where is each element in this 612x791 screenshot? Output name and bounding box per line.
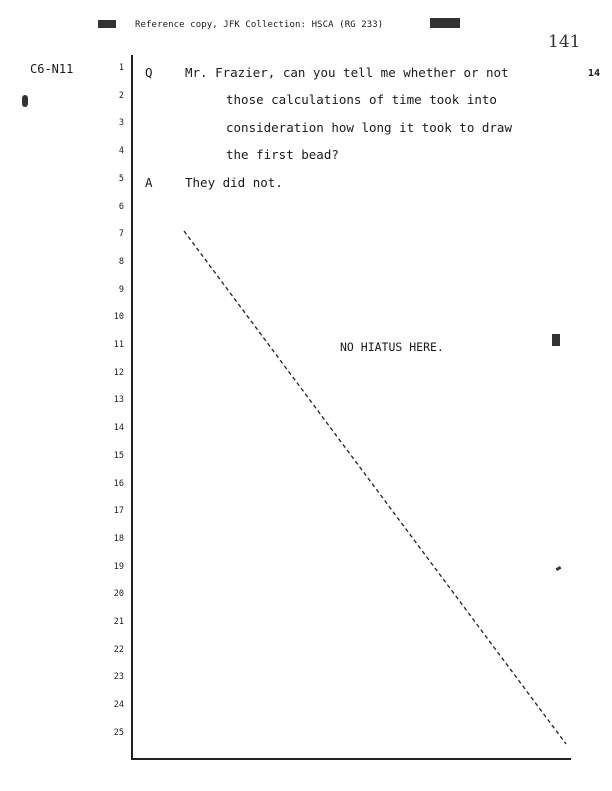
line-number: 21 — [113, 617, 124, 627]
reference-header: Reference copy, JFK Collection: HSCA (RG 233) — [135, 20, 384, 30]
line-number: 13 — [113, 395, 124, 406]
line-number: 4 — [118, 146, 124, 157]
no-hiatus-annotation: NO HIATUS HERE. — [340, 340, 444, 354]
transcript-line-5: They did not. — [185, 175, 283, 190]
transcript-line-2: those calculations of time took into — [226, 92, 497, 107]
line-number: 5 — [118, 173, 124, 184]
line-number: 12 — [113, 367, 124, 378]
line-number: 24 — [113, 700, 124, 711]
line-number: 18 — [113, 533, 124, 544]
margin-note: C6-N11 — [30, 62, 74, 76]
transcript-line-1: Mr. Frazier, can you tell me whether or not — [185, 65, 509, 80]
line-number: 22 — [113, 644, 124, 655]
line-number: 17 — [113, 506, 124, 517]
transcript-line-4: the first bead? — [226, 147, 339, 162]
line-number: 3 — [118, 118, 124, 129]
line-number: 25 — [113, 727, 124, 738]
line-number: 19 — [113, 561, 124, 572]
line-number: 16 — [113, 478, 124, 489]
transcript-line-3: consideration how long it took to draw — [226, 120, 512, 135]
question-label: Q — [145, 65, 153, 80]
line-number: 6 — [118, 201, 124, 212]
line-number: 20 — [113, 589, 124, 600]
line-number: 14 — [113, 423, 124, 434]
stray-mark-right — [552, 334, 560, 346]
line-number: 9 — [118, 284, 124, 295]
line-number: 2 — [118, 90, 124, 101]
line-number: 23 — [113, 672, 124, 683]
line-number: 10 — [113, 312, 124, 323]
page-number: 141 — [548, 32, 581, 52]
line-number: 15 — [113, 450, 124, 461]
side-mark: 14 — [588, 68, 601, 79]
answer-label: A — [145, 175, 153, 190]
line-number: 7 — [118, 229, 124, 240]
line-number: 1 — [118, 63, 124, 73]
line-number: 8 — [118, 256, 124, 267]
line-number: 11 — [113, 340, 124, 350]
